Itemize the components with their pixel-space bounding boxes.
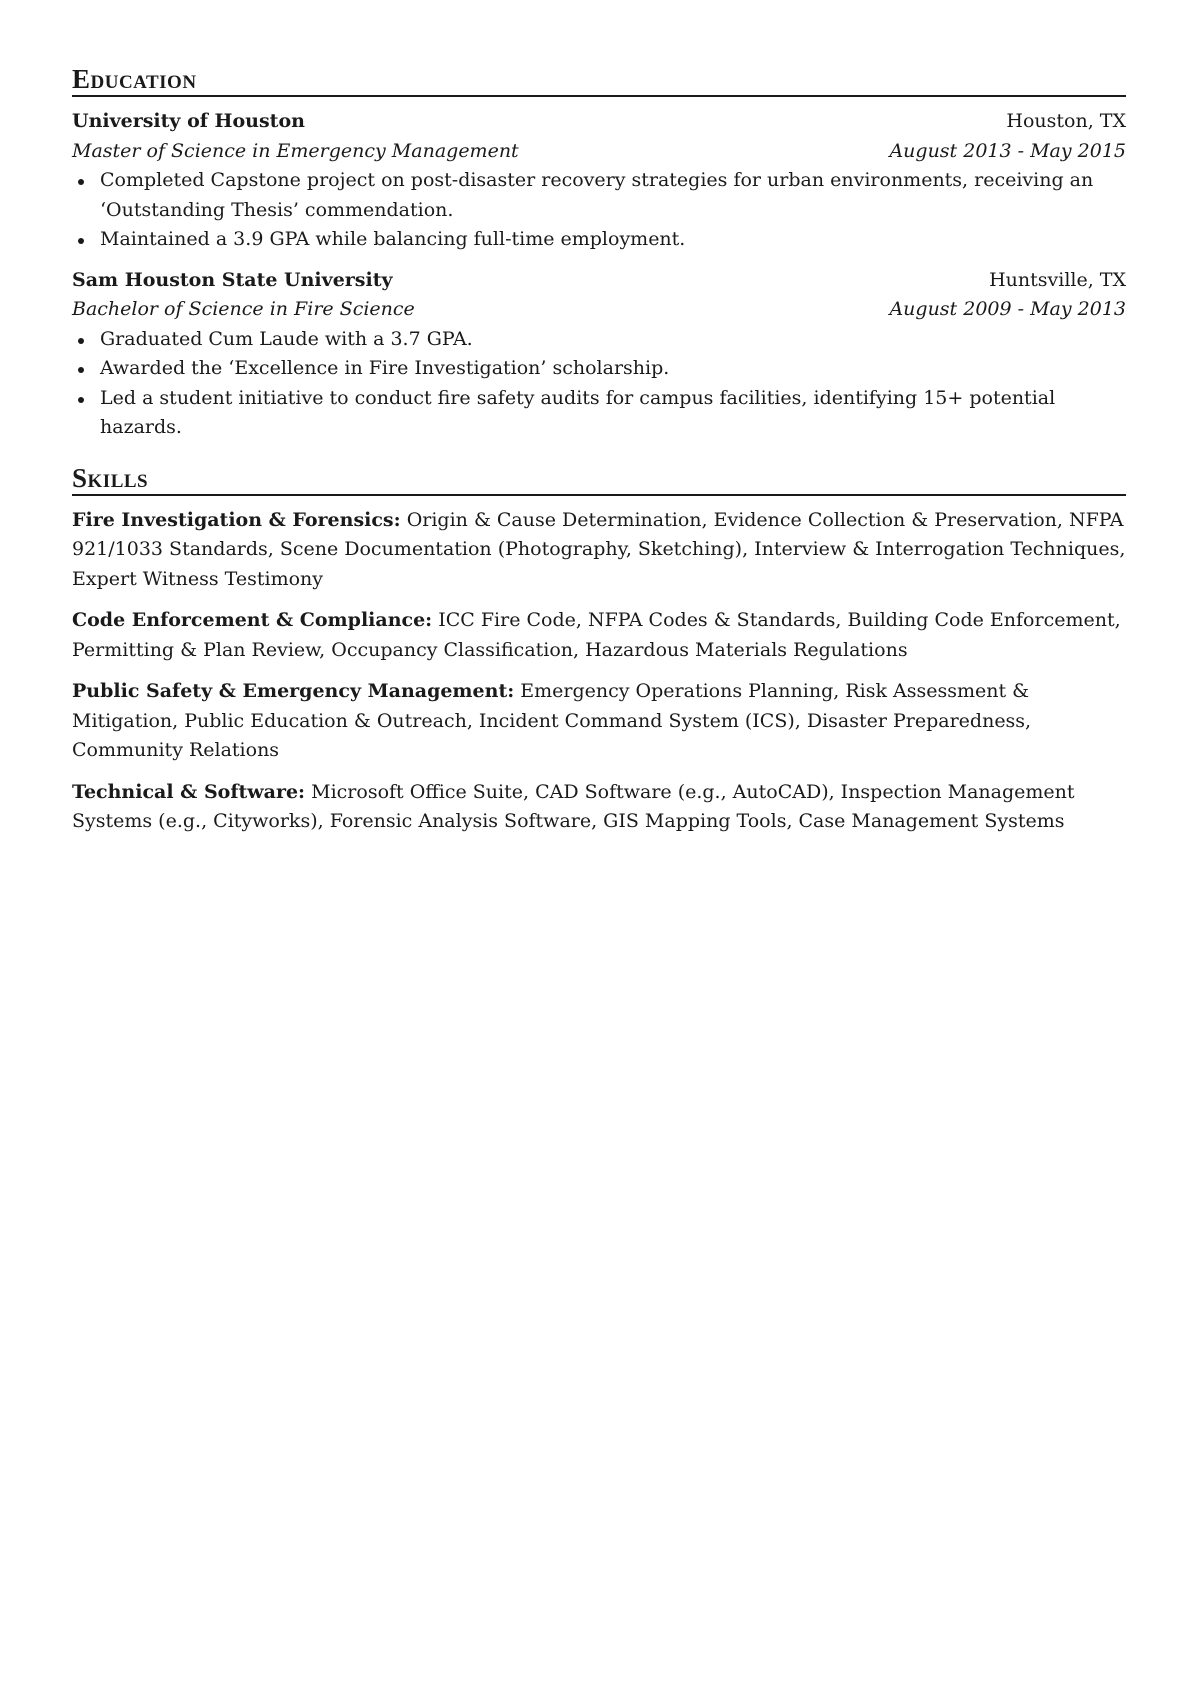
institution-location: Houston, TX xyxy=(1006,110,1126,132)
bullet-item: Awarded the ‘Excellence in Fire Investigation’ scholarship. xyxy=(72,354,1126,384)
degree-title: Bachelor of Science in Fire Science xyxy=(72,298,415,320)
institution-name: University of Houston xyxy=(72,110,305,132)
bullet-item: Led a student initiative to conduct fire safety audits for campus facilities, identifying 15+ potential hazards. xyxy=(72,384,1126,443)
entry-header-row xyxy=(72,266,1126,296)
bullet-item: Completed Capstone project on post-disaster recovery strategies for urban environments, receiving an ‘Outstanding Thesis’ commendation. xyxy=(72,166,1126,225)
skill-item xyxy=(72,677,1126,766)
degree-title: Master of Science in Emergency Management xyxy=(72,139,519,162)
skill-item xyxy=(72,778,1126,837)
skill-item xyxy=(72,606,1126,665)
skills-list xyxy=(72,506,1126,837)
entry-header-row xyxy=(72,107,1126,137)
institution-location: Huntsville, TX xyxy=(989,268,1126,291)
skills-section xyxy=(72,463,1126,837)
education-entry xyxy=(72,107,1126,255)
degree-dates: August 2009 - May 2013 xyxy=(889,298,1126,320)
skill-values: Origin & Cause Determination, Evidence Collection & Preservation, NFPA 921/1033 Standards, Scene Documentation (Photography, Sketching), Interview & Interrogation Techniques, Expert Witness Testimony xyxy=(72,508,1126,590)
skill-values: Emergency Operations Planning, Risk Assessment & Mitigation, Public Education & Outreach, Incident Command System (ICS), Disaster Preparedness, Community Relations xyxy=(72,680,1032,761)
education-section xyxy=(72,64,1126,443)
entry-degree-row xyxy=(72,137,1126,167)
skill-category: Code Enforcement & Compliance: xyxy=(72,609,433,631)
education-heading: Education xyxy=(72,64,1126,97)
education-entry xyxy=(72,266,1126,443)
skill-item xyxy=(72,506,1126,595)
skill-values: ICC Fire Code, NFPA Codes & Standards, Building Code Enforcement, Permitting & Plan Review, Occupancy Classification, Hazardous Materials Regulations xyxy=(72,609,1121,661)
institution-name: Sam Houston State University xyxy=(72,268,393,291)
skills-heading: Skills xyxy=(72,463,1126,496)
resume-page xyxy=(72,64,1126,849)
skill-values: Microsoft Office Suite, CAD Software (e.g., AutoCAD), Inspection Management Systems (e.g., Cityworks), Forensic Analysis Software, GIS Mapping Tools, Case Management Systems xyxy=(72,780,1075,832)
skill-category: Fire Investigation & Forensics: xyxy=(72,508,401,531)
skill-category: Public Safety & Emergency Management: xyxy=(72,680,515,702)
degree-dates: August 2013 - May 2015 xyxy=(889,139,1126,162)
skill-category: Technical & Software: xyxy=(72,780,306,803)
bullet-item: Maintained a 3.9 GPA while balancing full-time employment. xyxy=(72,225,1126,255)
bullet-item: Graduated Cum Laude with a 3.7 GPA. xyxy=(72,325,1126,355)
entry-bullet-list xyxy=(72,325,1126,443)
entry-degree-row xyxy=(72,295,1126,325)
entry-bullet-list xyxy=(72,166,1126,255)
